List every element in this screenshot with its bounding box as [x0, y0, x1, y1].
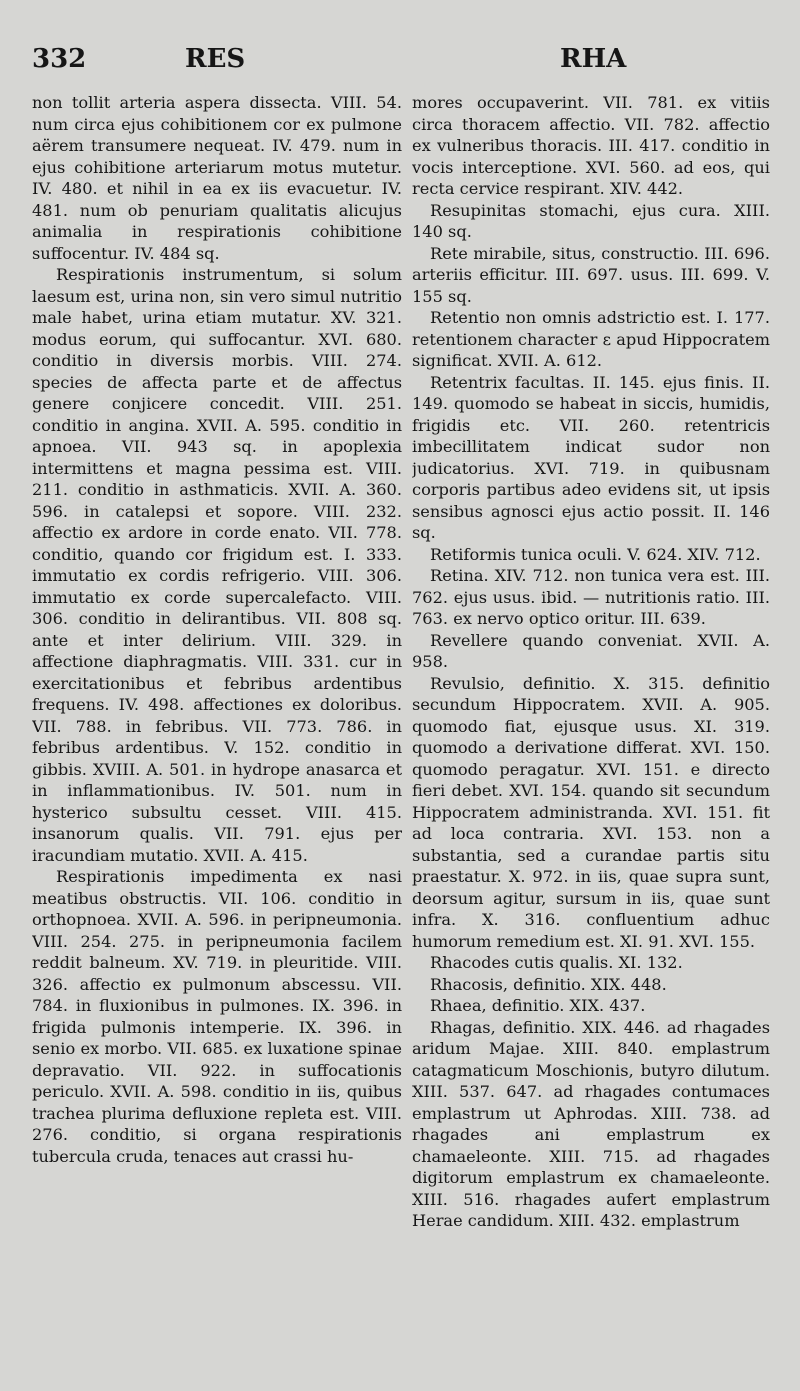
index-entry-retina: Retina. XIV. 712. non tunica vera est. III. 762. ejus usus. ibid. — nutritionis ratio. III. 763. ex nervo optico oritur. III. 639.: [412, 566, 770, 628]
page-header: [0, 44, 800, 80]
index-entry-retentrix: Retentrix facultas. II. 145. ejus finis. II. 149. quomodo se habeat in siccis, humidis, frigidis etc. VII. 260. retentricis imbecillitatem indicat sudor non judicatorius. XVI. 719. in quibusnam corporis partibus adeo evidens sit, ut ipsis sensibus agnosci ejus actio possit. II. 146 sq.: [412, 372, 770, 542]
left-column: [32, 92, 402, 1382]
index-entry-revulsio: Revulsio, definitio. X. 315. definitio secundum Hippocratem. XVII. A. 905. quomodo fiat, ejusque usus. XI. 319. quomodo a derivatione differat. XVI. 150. quomodo peragatur. XVI. 151. e directo fieri debet. XVI. 154. quando sit secundum Hippocratem administranda. XVI. 151. fit ad loca contraria. XVI. 153. non a substantia, sed a curandae partis situ praestatur. X. 972. in iis, quae supra sunt, deorsum agitur, sursum in iis, quae sunt infra. X. 316. confluentium adhuc humorum remedium est. XI. 91. XVI. 155.: [412, 673, 770, 951]
right-column: [412, 92, 770, 1382]
index-entry-revellere: Revellere quando conveniat. XVII. A. 958.: [412, 630, 770, 671]
index-entry-respirationis-instrumentum: Respirationis instrumentum, si solum laesum est, urina non, sin vero simul nutritio male habet, urina etiam mutatur. XV. 321. modus eorum, qui suffocantur. XVI. 680. conditio in diversis morbis. VIII. 274. species de affecta parte et de affectus genere conjicere concedit. VIII. 251. conditio in angina. XVII. A. 595. conditio in apnoea. VII. 943 sq. in apoplexia intermittens et magna pessima est. VIII. 211. conditio in asthmaticis. XVII. A. 360. 596. in catalepsi et sopore. VIII. 232. affectio ex ardore in corde enato. VII. 778. conditio, quando cor frigidum est. I. 333. immutatio ex cordis refrigerio. VIII. 306. immutatio ex corde supercalefacto. VIII. 306. conditio in delirantibus. VII. 808 sq. ante et inter delirium. VIII. 329. in affectione diaphragmatis. VIII. 331. cur in exercitationibus et febribus ardentibus frequens. IV. 498. affectiones ex doloribus. VII. 788. in febribus. VII. 773. 786. in febribus ardentibus. V. 152. conditio in gibbis. XVIII. A. 501. in hydrope anasarca et in inflammationibus. IV. 501. num in hysterico subsultu cesset. VIII. 415. insanorum qualis. VII. 791. ejus per iracundiam mutatio. XVII. A. 415.: [32, 265, 402, 865]
running-head-right: RHA: [560, 44, 627, 74]
index-entry-rhacosis: Rhacosis, definitio. XIX. 448.: [430, 974, 667, 994]
index-text: non tollit arteria aspera dissecta. VIII. 54. num circa ejus cohibitionem cor ex pulmone aërem transumere nequeat. IV. 479. num in ejus cohibitione arteriarum motus mutetur. IV. 480. et nihil in ea ex iis evacuetur. IV. 481. num ob penuriam qualitatis alicujus animalia in respirationis cohibitione suffocentur. IV. 484 sq.: [32, 93, 402, 263]
index-entry-retentio: Retentio non omnis adstrictio est. I. 177. retentionem character ε apud Hippocratem significat. XVII. A. 612.: [412, 308, 770, 370]
index-text: mores occupaverint. VII. 781. ex vitiis circa thoracem affectio. VII. 782. affectio ex vulneribus thoracis. III. 417. conditio in vocis interceptione. XVI. 560. ad eos, qui recta cervice respirant. XIV. 442.: [412, 93, 770, 198]
page-number: 332: [32, 44, 87, 74]
index-entry-retiformis: Retiformis tunica oculi. V. 624. XIV. 712.: [430, 544, 761, 564]
index-entry-resupinitas: Resupinitas stomachi, ejus cura. XIII. 140 sq.: [412, 200, 770, 241]
running-head-left: RES: [185, 44, 246, 74]
index-entry-rhaea: Rhaea, definitio. XIX. 437.: [430, 996, 646, 1015]
index-entry-rhacodes: Rhacodes cutis qualis. XI. 132.: [430, 953, 683, 972]
index-entry-rete: Rete mirabile, situs, constructio. III. 696. arteriis efficitur. III. 697. usus. III. 699. V. 155 sq.: [412, 243, 770, 306]
index-entry-respirationis-impedimenta: Respirationis impedimenta ex nasi meatibus obstructis. VII. 106. conditio in orthopnoea. XVII. A. 596. in peripneumonia. VIII. 254. 275. in peripneumonia facilem reddit balneum. XV. 719. in pleuritide. VIII. 326. affectio ex pulmonum abscessu. VII. 784. in fluxionibus in pulmones. IX. 396. in frigida pulmonis intemperie. IX. 396. in senio ex morbo. VII. 685. ex luxatione spinae depravatio. VII. 922. in suffocationis periculo. XVII. A. 598. conditio in iis, quibus trachea plurima defluxione repleta est. VIII. 276. conditio, si organa respirationis tubercula cruda, tenaces aut crassi hu-: [32, 867, 402, 1166]
index-entry-rhagas: Rhagas, definitio. XIX. 446. ad rhagades aridum Majae. XIII. 840. emplastrum catagmaticum Moschionis, butyro dilutum. XIII. 537. 647. ad rhagades contumaces emplastrum ut Aphrodas. XIII. 738. ad rhagades ani emplastrum ex chamaeleonte. XIII. 715. ad rhagades digitorum emplastrum ex chamaeleonte. XIII. 516. rhagades aufert emplastrum Herae candidum. XIII. 432. emplastrum: [412, 1017, 770, 1230]
